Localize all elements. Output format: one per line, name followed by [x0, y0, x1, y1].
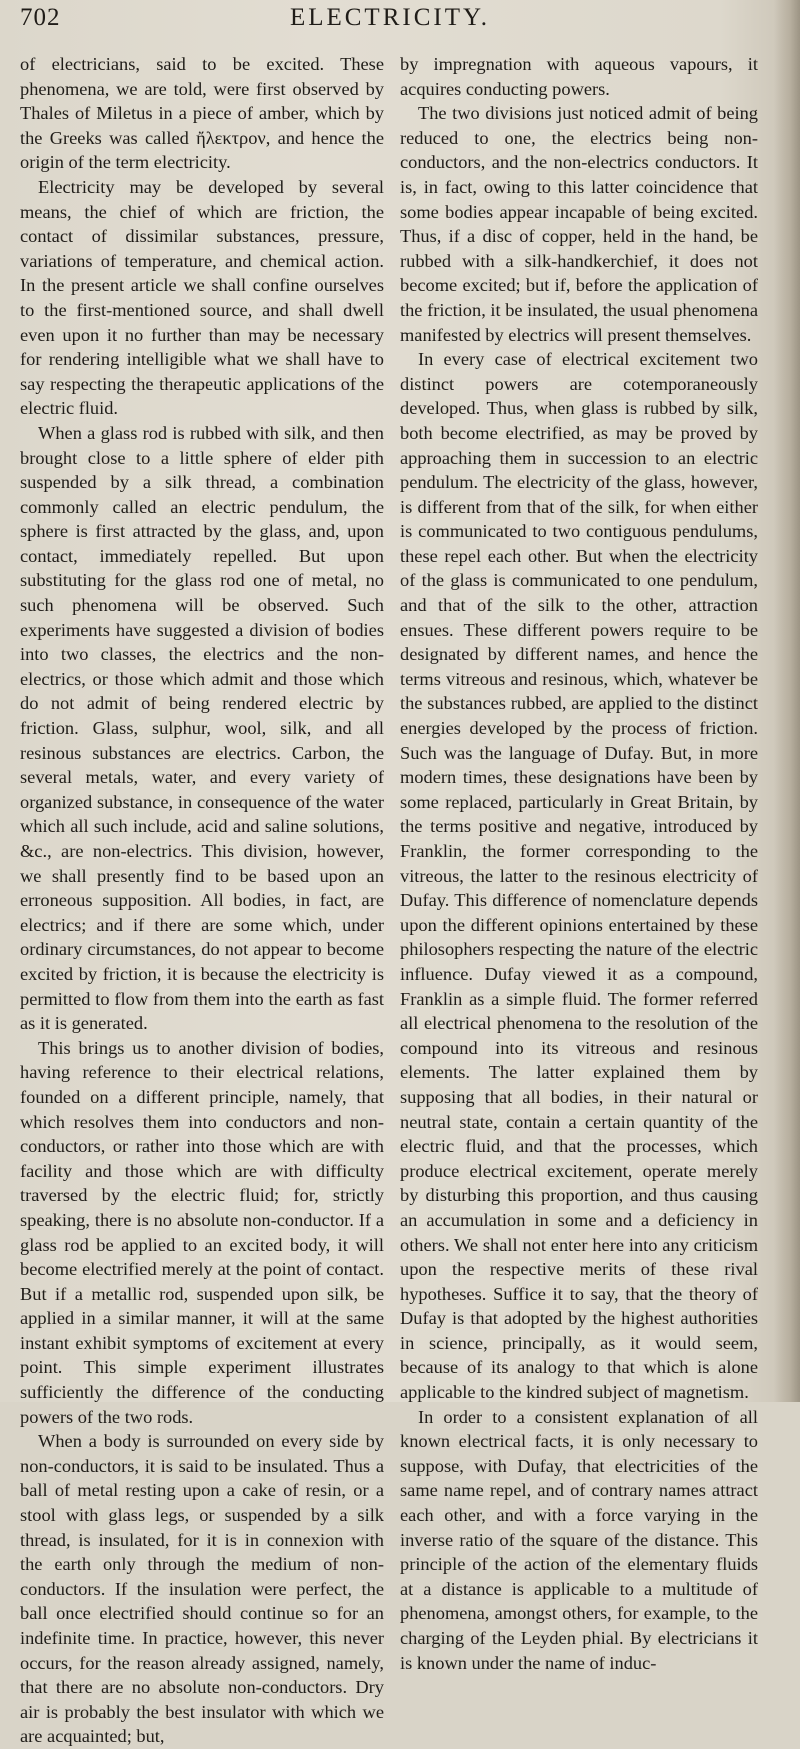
- left-column: [20, 52, 384, 1749]
- right-column: [400, 52, 758, 1675]
- running-title: ELECTRICITY.: [289, 4, 491, 31]
- paragraph: of electricians, said to be excited. These phenomena, we are told, were first observed by Thales of Miletus in a piece of amber, which by the Greeks was called ἤλεκτρον, and hence the origin of the term electricity.: [20, 54, 384, 173]
- paragraph: The two divisions just noticed admit of being reduced to one, the electrics being non-conductors, and the non-electrics conductors. It is, in fact, owing to this latter coincidence that some bodies appear incapable of being excited. Thus, if a disc of copper, held in the hand, be rubbed with a silk-handkerchief, it does not become excited; but if, before the application of the friction, it be insulated, the usual phenomena manifested by electrics will present themselves.: [400, 103, 759, 345]
- paragraph: When a body is surrounded on every side by non-conductors, it is said to be insulated. Thus a ball of metal resting upon a cake of resin, or a stool with glass legs, or suspended by a silk thread, is insulated, for it is in connexion with the earth only through the medium of non-conductors. If the insulation were perfect, the ball once electrified should continue so for an indefinite time. In practice, however, this never occurs, for the reason already assigned, namely, that there are no absolute non-conductors. Dry air is probably the best insulator with which we are acquainted; but,: [20, 1431, 384, 1747]
- paragraph: When a glass rod is rubbed with silk, and then brought close to a little sphere of elder pith suspended by a silk thread, a combination commonly called an electric pendulum, the sphere is first attracted by the glass, and, upon contact, immediately repelled. But upon substituting for the glass rod one of metal, no such phenomena will be observed. Such experiments have suggested a division of bodies into two classes, the electrics and the non-electrics, or those which admit and those which do not admit of being rendered electric by friction. Glass, sulphur, wool, silk, and all resinous substances are electrics. Carbon, the several metals, water, and every variety of organized substance, in consequence of the water which all such include, acid and saline solutions, &c., are non-electrics. This division, however, we shall presently find to be based upon an erroneous supposition. All bodies, in fact, are electrics; and if there are some which, under ordinary circumstances, do not appear to become excited by friction, it is because the electricity is permitted to flow from them into the earth as fast as it is generated.: [20, 422, 384, 1034]
- paragraph: This brings us to another division of bodies, having reference to their electrical relations, founded on a different principle, namely, that which resolves them into conductors and non-conductors, or rather into those which are with facility and those which are with difficulty traversed by the electric fluid; for, strictly speaking, there is no absolute non-conductor. If a glass rod be applied to an excited body, it will become electrified merely at the point of contact. But if a metallic rod, suspended upon silk, be applied in a similar manner, it will at the same instant exhibit symptoms of excitement at every point. This simple experiment illustrates sufficiently the difference of the conducting powers of the two rods.: [20, 1037, 384, 1427]
- page-header: [20, 4, 760, 40]
- paragraph: Electricity may be developed by several means, the chief of which are friction, the contact of dissimilar substances, pressure, variations of temperature, and chemical action. In the present article we shall confine ourselves to the first-mentioned source, and shall dwell even upon it no further than may be necessary for rendering intelligible what we shall have to say respecting the therapeutic applications of the electric fluid.: [20, 176, 384, 419]
- paragraph: In every case of electrical excitement two distinct powers are cotemporaneously developed. Thus, when glass is rubbed by silk, both become electrified, as may be proved by approaching them in succession to an electric pendulum. The electricity of the glass, however, is different from that of the silk, for when either is communicated to two contiguous pendulums, these repel each other. But when the electricity of the glass is communicated to one pendulum, and that of the silk to the other, attraction ensues. These different powers require to be designated by different names, and hence the terms vitreous and resinous, which, whatever be the substances rubbed, are applied to the distinct energies developed by the process of friction. Such was the language of Dufay. But, in more modern times, these designations have been by some replaced, particularly in Great Britain, by the terms positive and negative, introduced by Franklin, the former corresponding to the vitreous, the latter to the resinous electricity of Dufay. This difference of nomenclature depends upon the different opinions entertained by these philosophers respecting the nature of the electric influence. Dufay viewed it as a compound, Franklin as a simple fluid. The former referred all electrical phenomena to the resolution of the compound into its vitreous and resinous elements. The latter explained them by supposing that all bodies, in their natural or neutral state, contain a certain quantity of the electric fluid, and that the processes, which produce electrical excitement, operate merely by disturbing this proportion, and thus causing an accumulation in some and a deficiency in others. We shall not enter here into any criticism upon the respective merits of these rival hypotheses. Suffice it to say, that the theory of Dufay is that adopted by the highest authorities in science, principally, as it would seem, because of its analogy to that which is alone applicable to the kindred subject of magnetism.: [400, 349, 758, 1403]
- page-edge-shadow: [774, 0, 800, 1402]
- page-number: 702: [20, 4, 61, 31]
- paragraph: In order to a consistent explanation of all known electrical facts, it is only necessary to suppose, with Dufay, that electricities of the same name repel, and of contrary names attract each other, and with a force varying in the inverse ratio of the square of the distance. This principle of the action of the elementary fluids at a distance is applicable to a multitude of phenomena, amongst others, for example, to the charging of the Leyden phial. By electricians it is known under the name of induc-: [400, 1406, 758, 1673]
- paragraph: by impregnation with aqueous vapours, it acquires conducting powers.: [400, 54, 758, 99]
